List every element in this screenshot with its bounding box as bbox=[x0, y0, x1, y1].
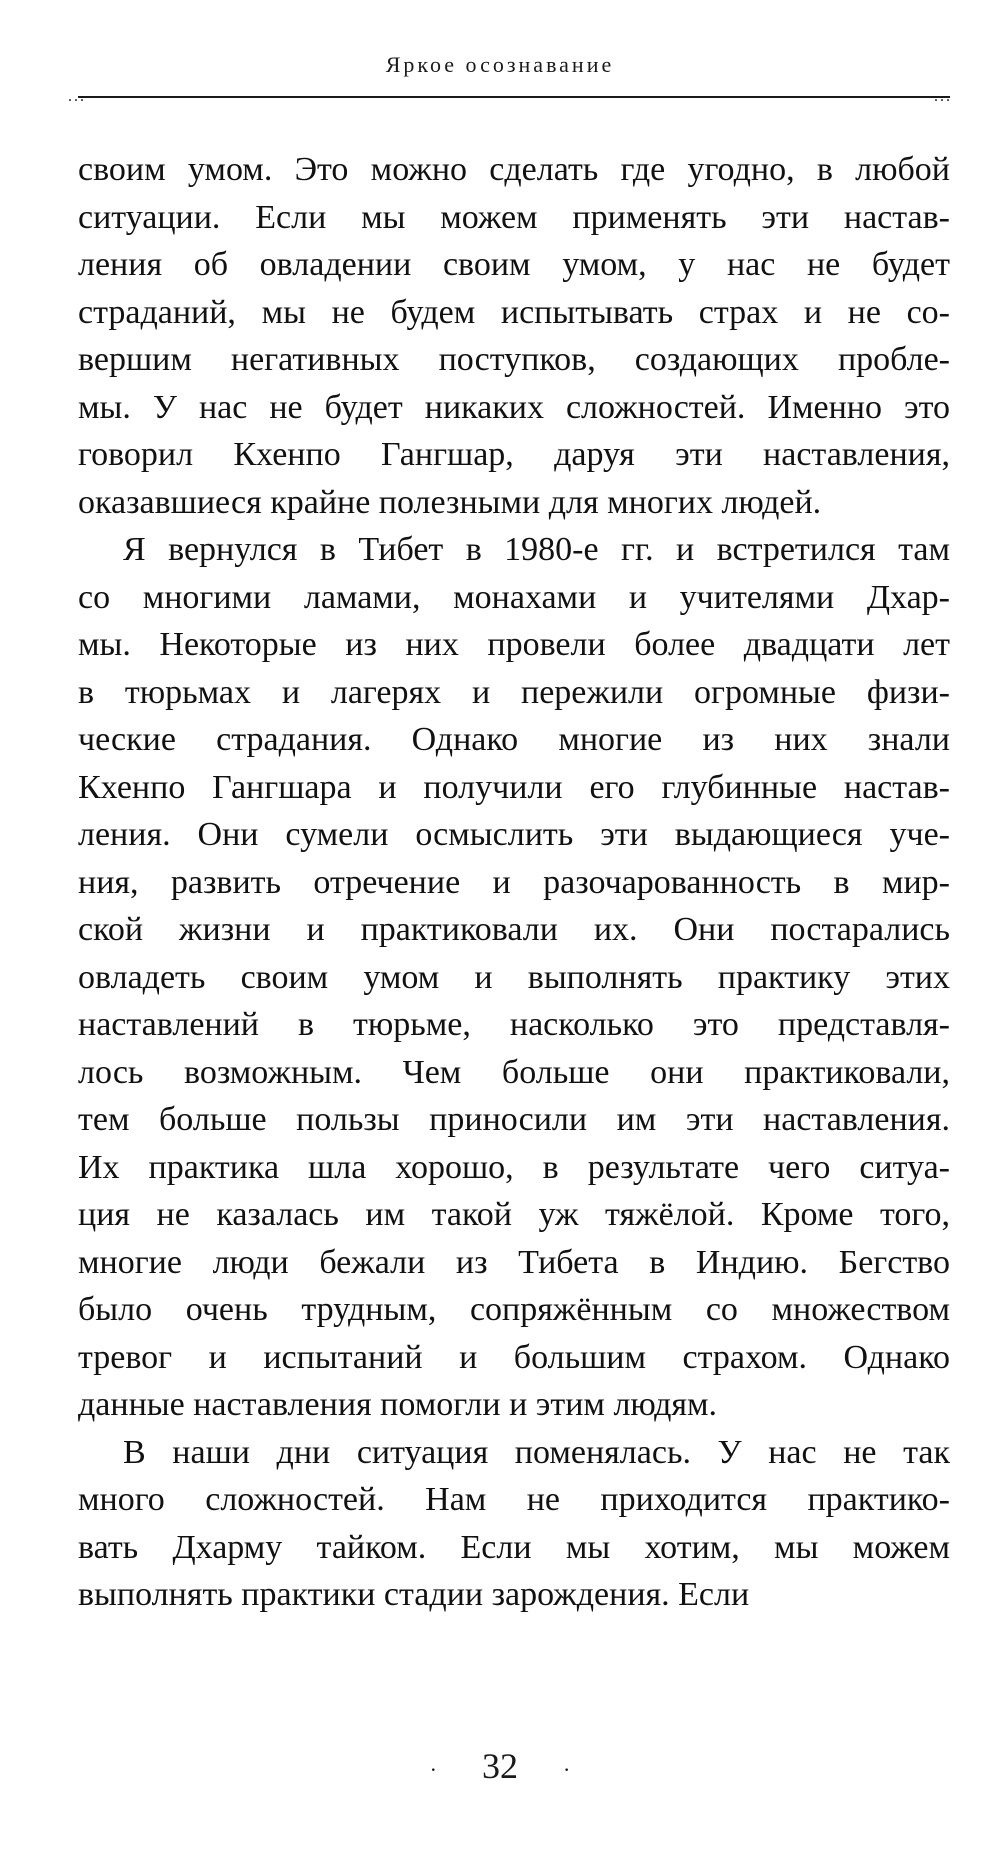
text-line: вершим негативных поступков, создающих пробле- bbox=[78, 341, 950, 378]
text-line: своим умом. Это можно сделать где угодно, в любой bbox=[78, 151, 950, 188]
text-line: тревог и испытаний и большим страхом. Однако bbox=[78, 1338, 950, 1376]
text-line: Кхенпо Гангшара и получили его глубинные настав- bbox=[78, 768, 950, 806]
text-line: ция не казалась им такой уж тяжёлой. Кроме того, bbox=[78, 1196, 950, 1233]
text-line: мы. Некоторые из них провели более двадцати лет bbox=[78, 626, 950, 663]
text-line: Я вернулся в Тибет в 1980-е гг. и встретился там bbox=[123, 531, 950, 568]
text-line: страданий, мы не будем испытывать страх и не со- bbox=[78, 293, 950, 331]
text-line: ской жизни и практиковали их. Они постарались bbox=[78, 911, 950, 948]
page-number: 32 bbox=[482, 1746, 518, 1786]
header-rule-dots-right: ... bbox=[934, 88, 952, 105]
text-line: говорил Кхенпо Гангшар, даруя эти наставления, bbox=[78, 436, 950, 473]
running-head: Яркое осознавание bbox=[385, 52, 615, 77]
text-line: ситуации. Если мы можем применять эти настав- bbox=[78, 198, 950, 236]
text-line: мы. У нас не будет никаких сложностей. Именно это bbox=[78, 388, 950, 426]
text-line: ческие страдания. Однако многие из них знали bbox=[78, 721, 950, 758]
text-line: тем больше пользы приносили им эти наставления. bbox=[78, 1101, 950, 1138]
page-body bbox=[78, 146, 950, 1619]
page-footer bbox=[0, 1745, 1000, 1787]
text-line: в тюрьмах и лагерях и пережили огромные физи- bbox=[78, 673, 950, 711]
text-line: было очень трудным, сопряжённым со множеством bbox=[78, 1291, 950, 1328]
paragraph bbox=[78, 1429, 950, 1619]
text-line: выполнять практики стадии зарождения. Если bbox=[78, 1576, 750, 1613]
text-line: ления об овладении своим умом, у нас не будет bbox=[78, 246, 950, 283]
text-line: наставлений в тюрьме, насколько это представля- bbox=[78, 1006, 950, 1043]
text-line: многие люди бежали из Тибета в Индию. Бегство bbox=[78, 1243, 950, 1281]
text-line: Их практика шла хорошо, в результате чего ситуа- bbox=[78, 1148, 950, 1186]
text-line: со многими ламами, монахами и учителями Дхар- bbox=[78, 578, 950, 616]
text-line: вать Дхарму тайком. Если мы хотим, мы можем bbox=[78, 1528, 950, 1566]
text-line: оказавшиеся крайне полезными для многих людей. bbox=[78, 483, 822, 521]
text-line: данные наставления помогли и этим людям. bbox=[78, 1386, 718, 1423]
text-line: В наши дни ситуация поменялась. У нас не так bbox=[123, 1433, 950, 1471]
text-line: овладеть своим умом и выполнять практику этих bbox=[78, 958, 950, 996]
text-line: лось возможным. Чем больше они практиковали, bbox=[78, 1053, 950, 1091]
text-line: ния, развить отречение и разочарованность в мир- bbox=[78, 863, 950, 901]
paragraph bbox=[78, 146, 950, 526]
text-line: ления. Они сумели осмыслить эти выдающиеся уче- bbox=[78, 816, 950, 853]
header-rule-dots-left: ... bbox=[68, 88, 86, 105]
text-line: много сложностей. Нам не приходится практико- bbox=[78, 1481, 950, 1518]
header-rule bbox=[78, 96, 950, 98]
page-number-dot-left: · bbox=[429, 1756, 437, 1782]
page-number-dot-right: · bbox=[563, 1756, 571, 1782]
paragraph bbox=[78, 526, 950, 1429]
